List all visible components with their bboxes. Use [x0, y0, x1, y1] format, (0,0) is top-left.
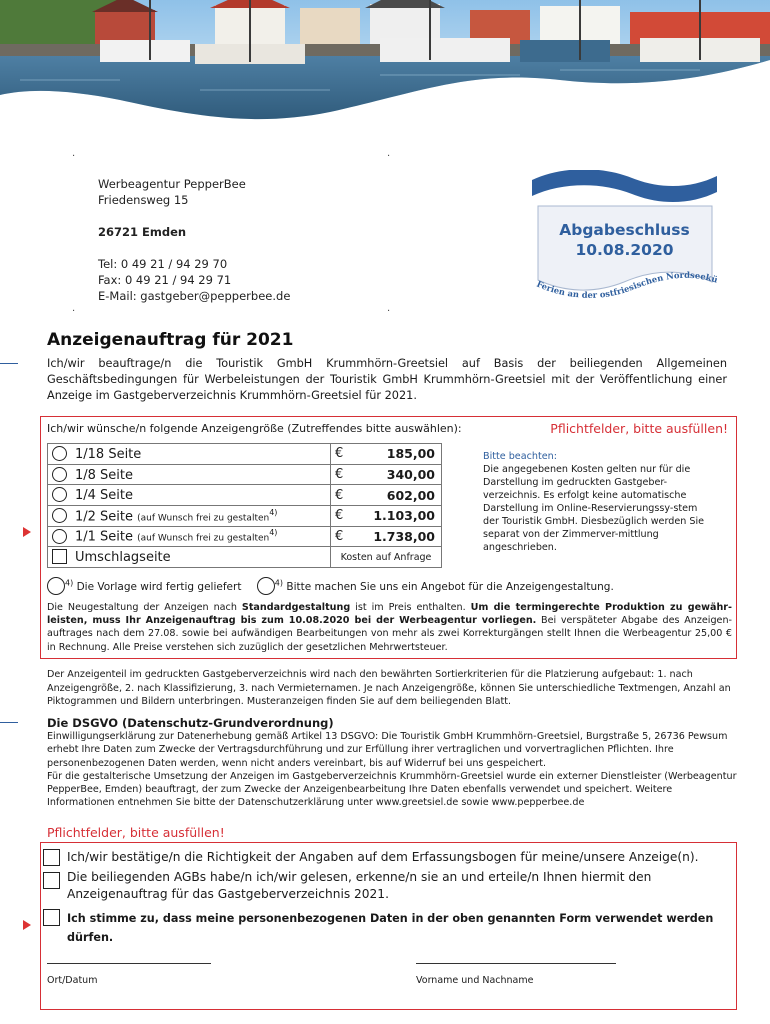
currency-symbol: € [331, 506, 344, 527]
option-label: 1/2 Seite [75, 509, 134, 525]
fold-mark: . [387, 303, 391, 314]
consent-text-1: Ich/wir bestätige/n die Richtigkeit der Angaben auf dem Erfassungsbogen für meine/unsere Anzeige(n). [67, 850, 699, 864]
option-price: 1.738,00 [343, 526, 441, 547]
option-price: 1.103,00 [343, 506, 441, 527]
consent-checkbox-2[interactable] [43, 872, 60, 889]
fold-marker [0, 363, 18, 364]
currency-symbol: € [331, 444, 344, 465]
address-email: E-Mail: gastgeber@pepperbee.de [98, 289, 291, 303]
stamp-date: 10.08.2020 [575, 241, 674, 259]
option-note: (auf Wunsch frei zu gestalten [137, 513, 270, 524]
consent-checkbox-3[interactable] [43, 909, 60, 926]
hint-text: Die angegebenen Kosten gelten nur für die Darstellung im gedruckten Gastgeber-verzeichnis. Es erfolgt keine automatische Darstellung im Online-Reservierungssy-stem der Touristik GmbH. Diesbezüglich werden Sie separat von der Zimmerver-mittlung angeschrieben. [483, 464, 705, 553]
arrow-marker [23, 920, 31, 930]
currency-symbol: € [331, 526, 344, 547]
signature-line[interactable] [416, 963, 616, 964]
fold-mark: . [72, 303, 76, 314]
design-terms: Die Neugestaltung der Anzeigen nach Standardgestaltung ist im Preis enthalten. Um die termingerechte Produktion zu gewähr-leisten, muss Ihr Anzeigenauftrag bis zum 10.08.2020 bei der Werbeagentur vorliegen. Bei verspäteter Abgabe des Anzeigen-auftrages nach dem 27.08. sowie bei aufwändigen Bearbeitungen von mehr als zwei Korrekturgängen stellt Ihnen die Werbeagentur 25,00 € in Rechnung. Alle Preise verstehen sich zuzüglich der gesetzlichen Mehrwertsteuer. [47, 602, 732, 653]
option-label: 1/1 Seite [75, 529, 134, 545]
table-row[interactable] [48, 485, 442, 506]
ad-size-form [40, 416, 737, 659]
table-row[interactable] [48, 506, 442, 527]
dsgvo-text [47, 730, 737, 810]
option-label: 1/8 Seite [75, 467, 134, 483]
radio-template-delivered[interactable] [47, 577, 65, 595]
template-choice [47, 577, 614, 595]
consent-form [40, 842, 737, 1010]
radio-1-1[interactable] [52, 529, 67, 544]
fold-mark: . [387, 148, 391, 159]
footnote-mark: 4) [65, 578, 74, 588]
checkbox-umschlag[interactable] [52, 549, 67, 564]
hint-title: Bitte beachten: [483, 451, 557, 462]
dsgvo-text-2: Für die gestalterische Umsetzung der Anzeigen im Gastgeberverzeichnis Krummhörn-Greetsiel wurde ein externer Dienstleister (Werbeagentur PepperBee, Emden) beauftragt, der zum Zwecke der Anzeigenbearbeitung Ihre Daten ebenfalls verwendet und speichert. Weitere Informationen entnehmen Sie bitte der Datenschutzerklärung unter www.greetsiel.de sowie www.pepperbee.de [47, 770, 737, 809]
address-city: 26721 Emden [98, 225, 187, 239]
table-row[interactable] [48, 526, 442, 547]
option-label: 1/4 Seite [75, 488, 134, 504]
option-price: 602,00 [343, 485, 441, 506]
currency-symbol: € [331, 485, 344, 506]
address-street: Friedensweg 15 [98, 193, 189, 207]
ad-size-table [47, 443, 442, 568]
name-label: Vorname und Nachname [416, 975, 534, 986]
option-label: Umschlagseite [75, 550, 171, 566]
stamp-title: Abgabeschluss [559, 221, 690, 239]
option-note: (auf Wunsch frei zu gestalten [137, 533, 270, 544]
table-row[interactable] [48, 464, 442, 485]
option-price: 340,00 [343, 464, 441, 485]
address-company: Werbeagentur PepperBee [98, 177, 246, 191]
ad-size-heading: Ich/wir wünsche/n folgende Anzeigengröße (Zutreffendes bitte auswählen): [47, 422, 462, 435]
intro-text: Ich/wir beauftrage/n die Touristik GmbH Krummhörn-Greetsiel auf Basis der beiliegenden Allgemeinen Geschäftsbedingungen für Werbeleistungen der Touristik GmbH Krummhörn-Greetsiel mit der Veröffentlichung einer Anzeige im Gastgeberverzeichnis Krummhörn-Greetsiel für 2021. [47, 357, 727, 402]
dsgvo-title: Die DSGVO (Datenschutz-Grundverordnung) [47, 716, 334, 730]
required-note: Pflichtfelder, bitte ausfüllen! [47, 825, 225, 840]
option-price: 185,00 [343, 444, 441, 465]
placement-text: Der Anzeigenteil im gedruckten Gastgeberverzeichnis wird nach den bewährten Sortierkriterien für die Platzierung aufgebaut: 1. nach Anzeigengröße, 2. nach Klassifizierung, 3. nach Vermieternamen. Je nach Anzeigengröße, können Sie unterschiedliche Textmengen, Anzahl an Piktogrammen und Bildern unterbringen. Musteranzeigen finden Sie auf dem beiliegenden Blatt. [47, 669, 731, 707]
fold-marker [0, 722, 18, 723]
radio-template-offer[interactable] [257, 577, 275, 595]
dsgvo-text-1: Einwilligungserklärung zur Datenerhebung gemäß Artikel 13 DSGVO: Die Touristik GmbH Krummhörn-Greetsiel, Burgstraße 5, 26736 Pewsum erhebt Ihre Daten zum Zwecke der Vertragsdurchführung und zur Erfüllung ihrer vertraglichen und vorvertraglichen Pflichten. Ihre personenbezogenen Daten werden, wenn nicht anders vereinbart, bis auf Widerruf bei uns gespeichert. [47, 731, 728, 769]
consent-text-3: Ich stimme zu, dass meine personenbezogenen Daten in der oben genannten Form verwendet werden dürfen. [67, 912, 714, 944]
signature-line[interactable] [47, 963, 211, 964]
footnote-mark: 4) [274, 578, 284, 588]
option-price: Kosten auf Anfrage [331, 547, 442, 568]
deadline-stamp [532, 170, 717, 310]
footnote-mark: 4) [269, 507, 278, 517]
recipient-address [98, 176, 290, 304]
table-row[interactable] [48, 444, 442, 465]
radio-1-8[interactable] [52, 467, 67, 482]
required-note: Pflichtfelder, bitte ausfüllen! [550, 421, 728, 436]
hint-box [483, 450, 708, 554]
place-date-label: Ort/Datum [47, 975, 98, 986]
fold-mark: . [72, 148, 76, 159]
currency-symbol: € [331, 464, 344, 485]
radio-1-18[interactable] [52, 446, 67, 461]
radio-1-2[interactable] [52, 508, 67, 523]
page-title: Anzeigenauftrag für 2021 [47, 330, 294, 350]
arrow-marker [23, 527, 31, 537]
consent-text-2: Die beiliegenden AGBs habe/n ich/wir gelesen, erkenne/n sie an und erteile/n Ihnen hiermit den Anzeigenauftrag für das Gastgeberverzeichnis 2021. [67, 870, 652, 901]
address-tel: Tel: 0 49 21 / 94 29 70 [98, 257, 228, 271]
template-offer-label: Bitte machen Sie uns ein Angebot für die Anzeigengestaltung. [286, 581, 614, 593]
footnote-mark: 4) [269, 528, 278, 538]
radio-1-4[interactable] [52, 487, 67, 502]
consent-checkbox-1[interactable] [43, 849, 60, 866]
address-fax: Fax: 0 49 21 / 94 29 71 [98, 273, 232, 287]
option-label: 1/18 Seite [75, 446, 142, 462]
template-delivered-label: Die Vorlage wird fertig geliefert [76, 581, 242, 593]
table-row[interactable] [48, 547, 442, 568]
stamp-slogan: Ferien an der ostfriesischen Nordseek [535, 269, 713, 300]
harbour-photo [0, 0, 770, 125]
